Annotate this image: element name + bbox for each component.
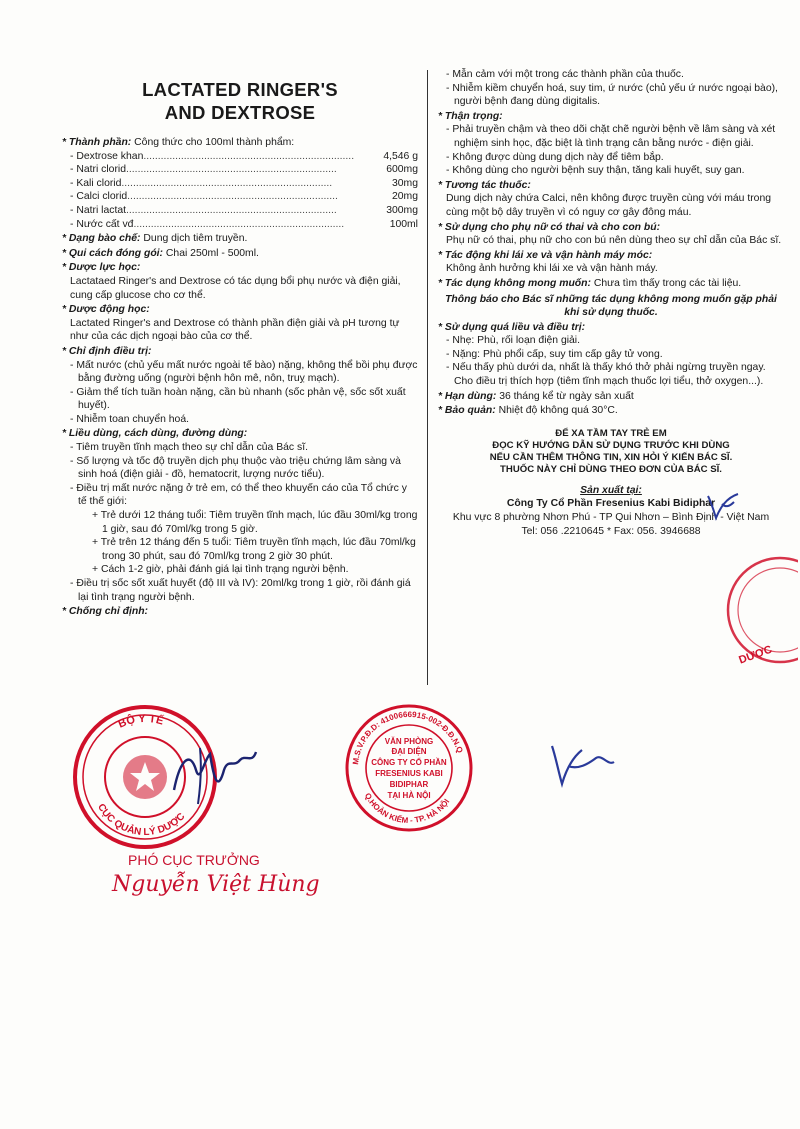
storage-section: * Bảo quản: Nhiệt độ không quá 30°C. [438,405,618,417]
svg-text:DƯỢC: DƯỢC [737,643,774,667]
corner-seal-icon [720,550,798,675]
svg-text:CỤC QUẢN LÝ DƯỢC: CỤC QUẢN LÝ DƯỢC [95,801,188,839]
side-effects-notice: Thông báo cho Bác sĩ những tác dụng không mong muốn gặp phải khi sử dụng thuốc. [445,293,777,319]
svg-text:Q.HOÀN KIẾM - TP. HÀ NỘI: Q.HOÀN KIẾM - TP. HÀ NỘI [362,791,452,826]
list-item: - Nhiễm kiềm chuyển hoá, suy tim, ứ nước (chủ yếu ứ nước ngoại bào), người bệnh đang dùng digitalis. [446,82,778,108]
svg-text:BIDIPHAR: BIDIPHAR [389,780,429,789]
precautions-section: * Thận trọng: - Phải truyền chậm và theo dõi chặt chẽ người bệnh về lâm sàng và xét nghiệm sinh học, đặc biệt là tình trạng cân bằng nước - điện giải. - Không được dùng dung dịch này để tiêm bắp. - Không dùng cho người bệnh suy thận, tăng kali huyết, suy gan. [438,110,784,178]
svg-text:FRESENIUS KABI: FRESENIUS KABI [375,769,443,778]
list-item: - Không dùng cho người bệnh suy thận, tăng kali huyết, suy gan. [446,165,745,177]
list-item: - Giảm thể tích tuần hoàn nặng, cần bù nhanh (sốc phản vệ, sốc sốt xuất huyết). [70,386,406,412]
manufacturer-block: Sản xuất tại: Công Ty Cổ Phần Fresenius Kabi Bidiphar Khu vực 8 phường Nhơn Phú - TP Qui Nhơn – Bình Định - Việt Nam Tel: 056 .2210645 * Fax: 056. 3946688 [452,484,770,537]
ingredient-row: - Dextrose khan ......................................................................... 4,546 g [70,150,418,162]
contraindications-heading: * Chống chỉ định: [62,606,148,618]
pharmacokinetics-section: * Dược động học: Lactated Ringer's and Dextrose có thành phần điện giải và pH tương tự như của các dịch ngoại bào của cơ thể. [62,304,400,343]
list-item: - Số lượng và tốc độ truyền dịch phụ thuộc vào triệu chứng lâm sàng và sinh hoá (điện giải - đồ, hematocrit, lượng nước tiểu). [70,455,401,481]
initial-mark-icon [704,490,744,531]
interactions-section: * Tương tác thuốc: Dung dịch này chứa Calci, nên không được truyền cùng với máu trong cùng một bộ dây truyền vì có nguy cơ gây đông máu. [438,179,772,218]
contraindications-list [438,68,784,109]
signature-icon [170,740,260,815]
signatory-name: Nguyễn Việt Hùng [112,872,320,897]
ingredient-row: - Natri lactat ......................................................................... 300mg [70,204,418,216]
column-divider [427,70,428,685]
list-item: - Mất nước (chủ yếu mất nước ngoài tế bào) nặng, không thể bồi phụ được bằng đường uống (người bệnh hôn mê, nôn, truỵ mạch). [70,359,418,385]
list-item: - Phải truyền chậm và theo dõi chặt chẽ người bệnh về lâm sàng và xét nghiệm sinh học, đặc biệt là tình trạng cân bằng nước - điện giải. [446,124,776,149]
side-effects-section: * Tác dụng không mong muốn: Chưa tìm thấy trong các tài liệu. [438,277,742,289]
administration-section: * Liều dùng, cách dùng, đường dùng: - Tiêm truyền tĩnh mạch theo sự chỉ dẫn của Bác sĩ. - Số lượng và tốc độ truyền dịch phụ thuộc vào triệu chứng lâm sàng và sinh hoá (điện giải - đồ, hematocrit, lượng nước tiểu). - Điều trị mất nước nặng ở trẻ em, có thể theo khuyến cáo của Tổ chức y tế thế giới: + Trẻ dưới 12 tháng tuổi: Tiêm truyền tĩnh mạch, lúc đầu 30ml/kg trong 1 giờ, sau đó 70ml/kg trong 5 giờ. + Trẻ trên 12 tháng đến 5 tuổi: Tiêm truyền tĩnh mạch, lúc đầu 70ml/kg trong 30 phút, sau đó 70ml/kg trong 2 giờ 30 phút. + Cách 1-2 giờ, phải đánh giá lại tình trạng người bệnh. - Điều trị sốc sốt xuất huyết (độ III và IV): 20ml/kg trong 1 giờ, rồi đánh giá lại tình trạng người bệnh. [62,428,418,603]
list-item: - Nếu thấy phù dưới da, nhất là thấy khó thở phải ngừng truyền ngay. Cho điều trị thích hợp (tiêm tĩnh mạch thuốc lợi tiểu, thở oxygen...). [446,362,766,388]
sub-list-item: + Trẻ trên 12 tháng đến 5 tuổi: Tiêm truyền tĩnh mạch, lúc đầu 70ml/kg trong 30 phút, sau đó 70ml/kg trong 2 giờ 30 phút. [92,537,416,562]
svg-text:ĐẠI DIỆN: ĐẠI DIỆN [391,747,427,756]
representative-office-seal-icon [344,702,474,839]
composition-section: * Thành phần: Công thức cho 100ml thành phẩm: - Dextrose khan ......................................................................... 4,546 g - Natri clorid ......................................................................... 600mg - Kali clorid ......................................................................... 30mg - Calci clorid ......................................................................... 20mg - Natri lactat ......................................................................... 300mg - Nước cất vđ ......................................................................... 100ml [62,137,418,230]
blue-initial-icon [548,740,618,795]
list-item: - Mẫn cảm với một trong các thành phần của thuốc. [446,69,684,80]
svg-text:M.S.V.P.Đ.D: 4100666915-002-Đ.: M.S.V.P.Đ.D: 4100666915-002-Đ.Đ.N.Q [351,709,465,766]
list-item: - Nhiễm toan chuyển hoá. [70,413,189,425]
svg-text:CÔNG TY CỔ PHẦN: CÔNG TY CỔ PHẦN [371,758,447,767]
composition-label: * Thành phần: [62,137,132,148]
ingredient-row: - Nước cất vđ ......................................................................... 100ml [70,218,418,230]
signatory-title: PHÓ CỤC TRƯỞNG [128,852,260,868]
overdose-section: * Sử dụng quá liều và điều trị: - Nhẹ: Phù, rối loạn điện giải. - Nặng: Phù phổi cấp, suy tim cấp gây tử vong. - Nếu thấy phù dưới da, nhất là thấy khó thở phải ngừng truyền ngay. Cho điều trị thích hợp (tiêm tĩnh mạch thuốc lợi tiểu, thở oxygen...). [438,321,784,389]
ingredient-row: - Calci clorid ......................................................................... 20mg [70,191,418,203]
driving-section: * Tác động khi lái xe và vận hành máy móc: Không ảnh hưởng khi lái xe và vận hành máy. [438,249,658,275]
left-column [62,78,418,619]
right-column [438,68,784,538]
list-item: - Nặng: Phù phổi cấp, suy tim cấp gây tử vong. [446,348,663,360]
ingredient-row: - Kali clorid ......................................................................... 30mg [70,177,418,189]
list-item: - Nhẹ: Phù, rối loạn điện giải. [446,335,581,347]
svg-text:BỘ Y TẾ: BỘ Y TẾ [116,712,165,731]
sub-list-item: + Cách 1-2 giờ, phải đánh giá lại tình trạng người bệnh. [92,564,349,576]
list-item: - Không được dùng dung dịch này để tiêm bắp. [446,151,664,163]
pharmacodynamics-section: * Dược lực học: Lactataed Ringer's and Dextrose có tác dụng bổi phụ nước và điện giải, cung cấp glucose cho cơ thể. [62,262,401,301]
ingredient-row: - Natri clorid ......................................................................... 600mg [70,164,418,176]
sub-list-item: + Trẻ dưới 12 tháng tuổi: Tiêm truyền tĩnh mạch, lúc đầu 30ml/kg trong 1 giờ, sau đó 70ml/kg trong 5 giờ. [92,510,418,535]
list-item: - Điều trị mất nước nặng ở trẻ em, có thể theo khuyến cáo của Tổ chức y tế thế giới: [70,482,407,508]
packaging-section: * Qui cách đóng gói: Chai 250ml - 500ml. [62,247,259,259]
svg-text:TẠI HÀ NỘI: TẠI HÀ NỘI [387,791,431,800]
svg-text:VĂN PHÒNG: VĂN PHÒNG [384,737,434,746]
list-item: - Tiêm truyền tĩnh mạch theo sự chỉ dẫn của Bác sĩ. [70,442,308,454]
list-item: - Điều trị sốc sốt xuất huyết (độ III và IV): 20ml/kg trong 1 giờ, rồi đánh giá lại tình trạng người bệnh. [70,578,411,603]
expiry-section: * Hạn dùng: 36 tháng kể từ ngày sản xuất [438,390,634,402]
dosage-form-section: * Dạng bào chế: Dung dịch tiêm truyền. [62,233,248,245]
warning-block: ĐỂ XA TẦM TAY TRẺ EM ĐỌC KỸ HƯỚNG DẪN SỬ DỤNG TRƯỚC KHI DÙNG NẾU CẦN THÊM THÔNG TIN, XIN HỎI Ý KIẾN BÁC SĨ. THUỐC NÀY CHỈ DÙNG THEO ĐƠN CỦA BÁC SĨ. [489,427,733,475]
document-title: LACTATED RINGER'S AND DEXTROSE [142,79,338,123]
pregnancy-section: * Sử dụng cho phụ nữ có thai và cho con bú: Phụ nữ có thai, phụ nữ cho con bú nên dùng theo sự chỉ dẫn của Bác sĩ. [438,221,782,247]
indications-section: * Chỉ định điều trị: - Mất nước (chủ yếu mất nước ngoài tế bào) nặng, không thể bồi phụ được bằng đường uống (người bệnh hôn mê, nôn, truỵ mạch). - Giảm thể tích tuần hoàn nặng, cần bù nhanh (sốc phản vệ, sốc sốt xuất huyết). - Nhiễm toan chuyển hoá. [62,345,418,425]
